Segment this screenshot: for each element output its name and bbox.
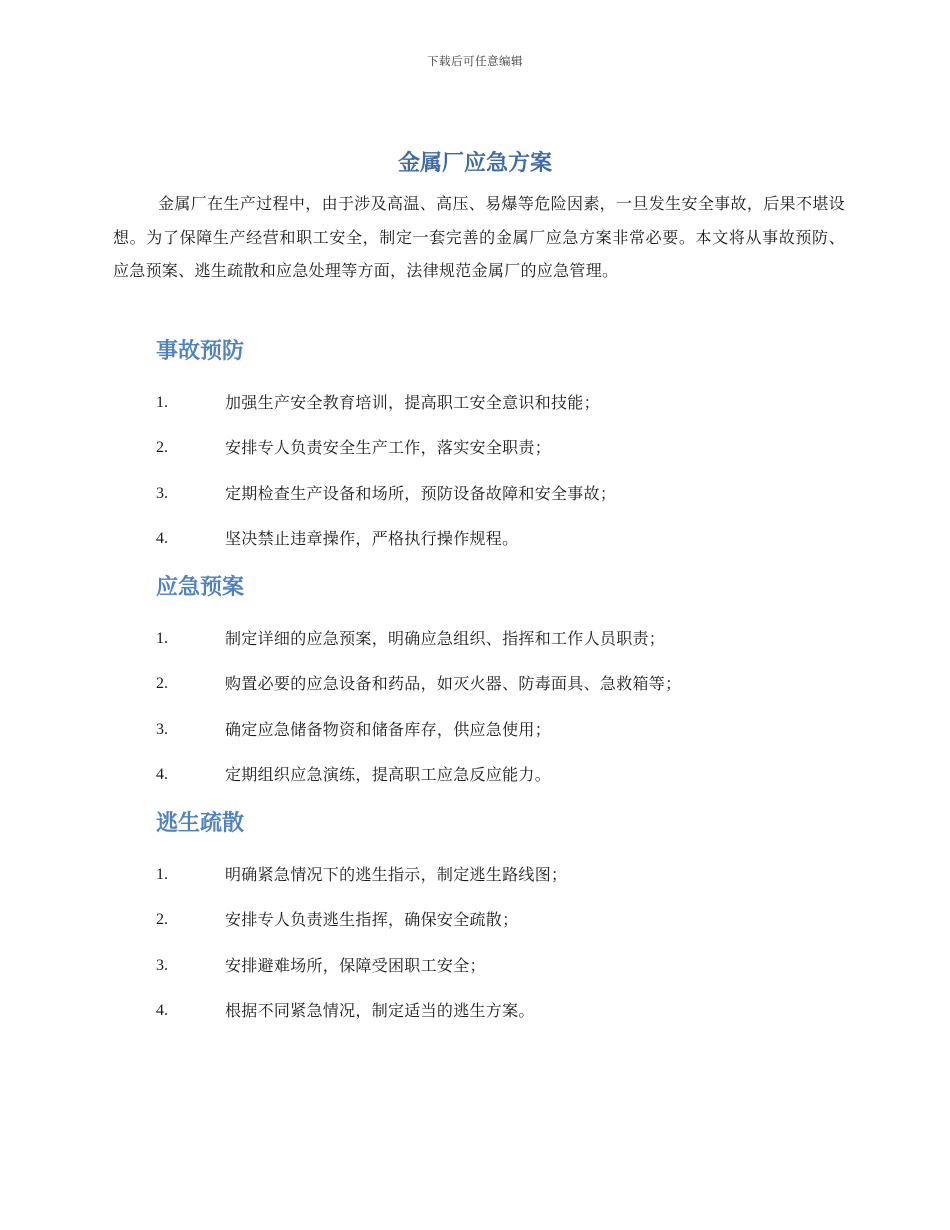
list-item-text: 明确紧急情况下的逃生指示，制定逃生路线图； bbox=[225, 865, 568, 884]
section-heading-evacuation: 逃生疏散 bbox=[156, 811, 245, 836]
list-item-text: 定期组织应急演练，提高职工应急反应能力。 bbox=[225, 764, 552, 784]
list-item-text: 加强生产安全教育培训，提高职工安全意识和技能； bbox=[225, 393, 600, 412]
section-heading-accident-prevention: 事故预防 bbox=[156, 339, 245, 364]
list-item-number: 2. bbox=[156, 439, 168, 457]
list-item-number: 4. bbox=[156, 529, 168, 547]
list-item-text: 制定详细的应急预案，明确应急组织、指挥和工作人员职责； bbox=[225, 629, 666, 648]
list-item-text: 安排避难场所，保障受困职工安全； bbox=[225, 955, 486, 975]
list-item bbox=[156, 864, 846, 909]
list-item-text: 安排专人负责逃生指挥，确保安全疏散； bbox=[225, 910, 519, 930]
list-item bbox=[156, 1000, 846, 1045]
list-item-text: 安排专人负责安全生产工作，落实安全职责； bbox=[225, 438, 552, 458]
list-item-number: 3. bbox=[156, 484, 168, 502]
list-item-number: 3. bbox=[156, 956, 168, 974]
list-item bbox=[156, 909, 846, 954]
list-item bbox=[156, 955, 846, 1000]
list-item bbox=[156, 719, 846, 764]
list-item-number: 3. bbox=[156, 720, 168, 738]
list-item-number: 2. bbox=[156, 911, 168, 929]
list-item-number: 1. bbox=[156, 630, 168, 647]
list-item bbox=[156, 764, 846, 809]
list-item-text: 坚决禁止违章操作，严格执行操作规程。 bbox=[225, 528, 519, 548]
list-item bbox=[156, 437, 846, 482]
list-item bbox=[156, 392, 846, 437]
list-item-number: 4. bbox=[156, 1001, 168, 1019]
header-note: 下载后可任意编辑 bbox=[427, 54, 523, 68]
list-item-number: 2. bbox=[156, 675, 168, 693]
section-heading-emergency-plan: 应急预案 bbox=[156, 575, 245, 600]
document-title: 金属厂应急方案 bbox=[397, 151, 552, 176]
evacuation-list bbox=[156, 864, 846, 1045]
list-item-text: 根据不同紧急情况，制定适当的逃生方案。 bbox=[225, 1000, 535, 1020]
list-item bbox=[156, 628, 846, 673]
list-item-text: 确定应急储备物资和储备库存，供应急使用； bbox=[225, 719, 552, 739]
emergency-plan-list bbox=[156, 628, 846, 809]
intro-paragraph: 金属厂在生产过程中，由于涉及高温、高压、易爆等危险因素，一旦发生安全事故，后果不堪设想。为了保障生产经营和职工安全，制定一套完善的金属厂应急方案非常必要。本文将从事故预防、应急预案、逃生疏散和应急处理等方面，法律规范金属厂的应急管理。 bbox=[113, 194, 845, 280]
list-item-number: 1. bbox=[156, 394, 168, 411]
list-item bbox=[156, 528, 846, 573]
list-item bbox=[156, 483, 846, 528]
list-item-number: 4. bbox=[156, 765, 168, 783]
list-item-text: 购置必要的应急设备和药品，如灭火器、防毒面具、急救箱等； bbox=[225, 674, 682, 694]
list-item-number: 1. bbox=[156, 866, 168, 883]
accident-prevention-list bbox=[156, 392, 846, 573]
list-item-text: 定期检查生产设备和场所，预防设备故障和安全事故； bbox=[225, 483, 617, 503]
list-item bbox=[156, 673, 846, 718]
